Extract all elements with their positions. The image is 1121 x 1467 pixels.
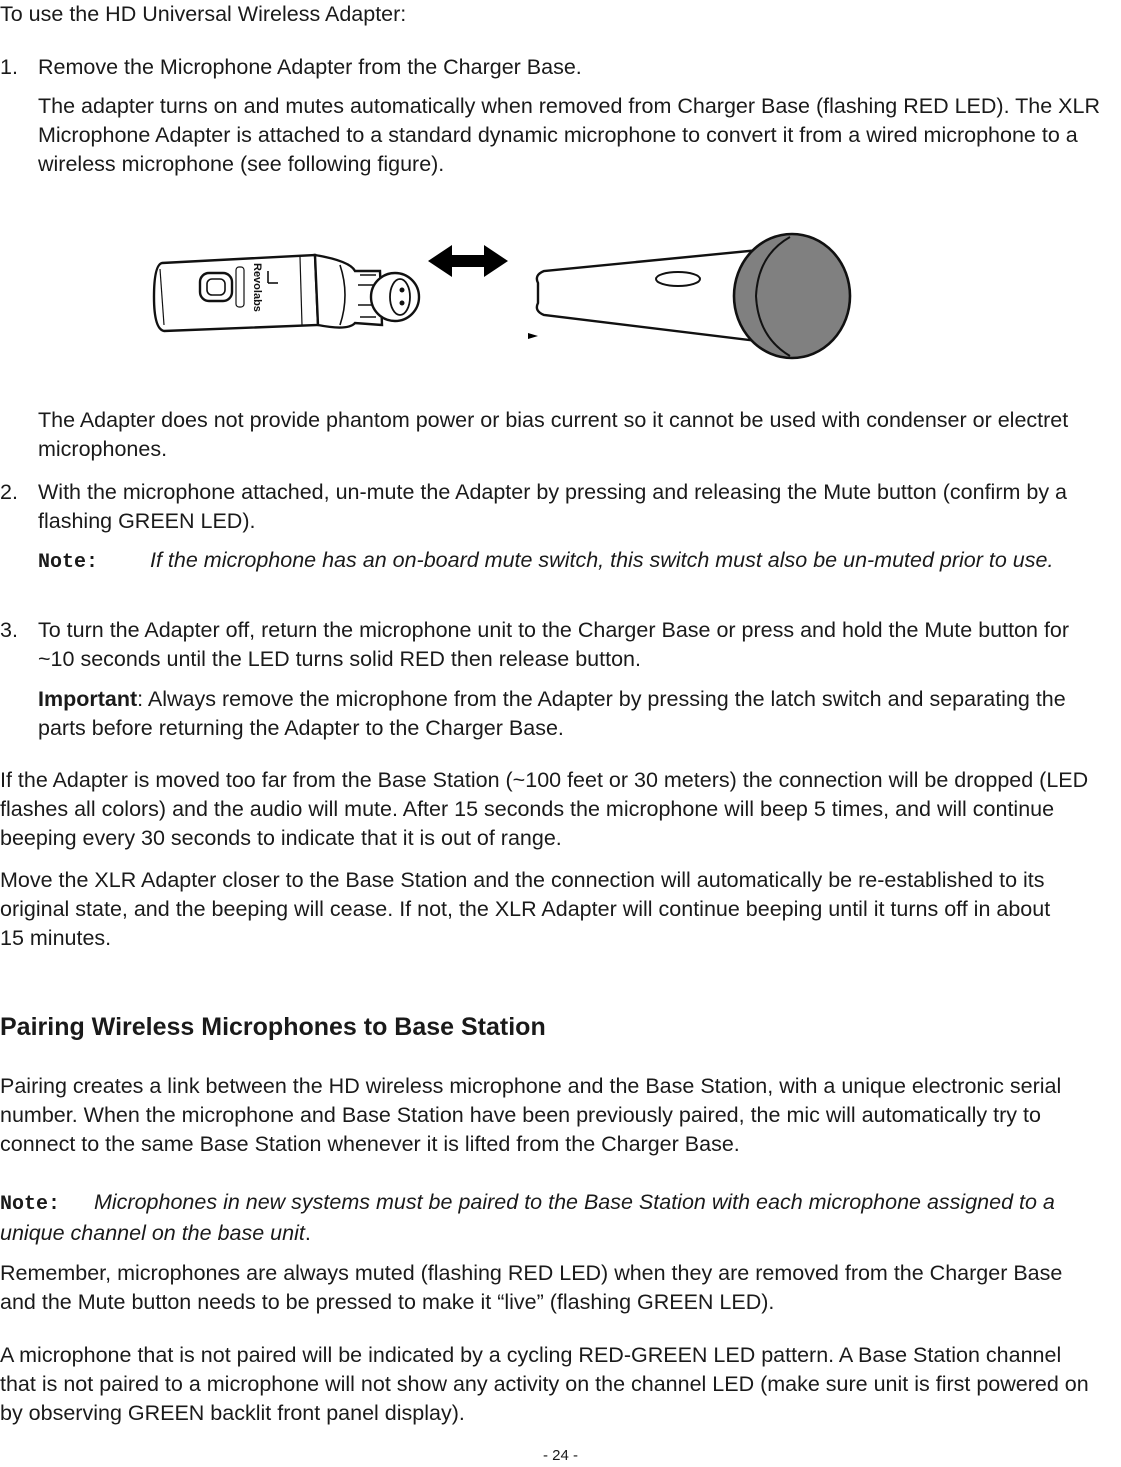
important-text: : Always remove the microphone from the Adapter by pressing the latch switch and separating the parts before returning the Adapter to the Charger Base. [38, 687, 1066, 740]
adapter-microphone-figure [150, 225, 880, 385]
step-1-number: 1. [0, 55, 18, 79]
pairing-note-period: . [304, 1221, 311, 1245]
step-1-text: Remove the Microphone Adapter from the Charger Base. [38, 55, 582, 79]
step-3-text: To turn the Adapter off, return the microphone unit to the Charger Base or press and hold the Mute button for ~10 seconds until the LED turns solid RED then release button. [38, 618, 1070, 671]
step-2-note-label: Note: [38, 551, 99, 574]
pairing-note-text: Microphones in new systems must be paired to the Base Station with each microphone assigned to a unique channel on the base unit [0, 1190, 1055, 1245]
pairing-paragraph: Pairing creates a link between the HD wireless microphone and the Base Station, with a unique electronic serial number. When the microphone and Base Station have been previously paired, the mic will automatically try to connect to the same Base Station whenever it is lifted from the Charger Base. [0, 1074, 1062, 1156]
unpaired-indicator-paragraph: A microphone that is not paired will be indicated by a cycling RED-GREEN LED pattern. A Base Station channel that is not paired to a microphone will not show any activity on the channel LED (make sure unit is first powered on by observing GREEN backlit front panel display). [0, 1343, 1089, 1425]
muted-reminder-paragraph: Remember, microphones are always muted (flashing RED LED) when they are removed from the Charger Base and the Mute button needs to be pressed to make it “live” (flashing GREEN LED). [0, 1261, 1063, 1314]
step-2-note-text: If the microphone has an on-board mute switch, this switch must also be un-muted prior to use. [150, 548, 1054, 572]
intro-text: To use the HD Universal Wireless Adapter: [0, 2, 407, 26]
adapter-brand-label: Revolabs [251, 263, 263, 312]
pairing-note-label: Note: [0, 1193, 61, 1216]
page-number: - 24 - [542, 1447, 578, 1464]
step-3-number: 3. [0, 618, 18, 642]
reconnect-paragraph: Move the XLR Adapter closer to the Base Station and the connection will automatically be re-established to its original state, and the beeping will cease. If not, the XLR Adapter will continue beeping until it turns off in about 15 minutes. [0, 868, 1051, 950]
step-2-text: With the microphone attached, un-mute the Adapter by pressing and releasing the Mute button (confirm by a flashing GREEN LED). [38, 480, 1067, 533]
important-label: Important [38, 687, 138, 711]
dynamic-microphone-illustration [528, 234, 850, 358]
step-3-important [38, 685, 1098, 743]
connect-double-arrow [428, 245, 508, 277]
out-of-range-paragraph: If the Adapter is moved too far from the Base Station (~100 feet or 30 meters) the connection will be dropped (LED flashes all colors) and the audio will mute. After 15 seconds the microphone will beep 5 times, and will continue beeping every 30 seconds to indicate that it is out of range. [0, 768, 1089, 850]
step-2-note [38, 546, 1121, 577]
step-2-number: 2. [0, 480, 18, 504]
section-title-pairing: Pairing Wireless Microphones to Base Station [0, 1013, 546, 1041]
step-1-detail: The adapter turns on and mutes automatically when removed from Charger Base (flashing RED LED). The XLR Microphone Adapter is attached to a standard dynamic microphone to convert it from a wired microphone to a wireless microphone (see following figure). [38, 94, 1100, 176]
step-1-phantom-power-note: The Adapter does not provide phantom power or bias current so it cannot be used with condenser or electret microphones. [38, 408, 1069, 461]
xlr-adapter-illustration [154, 255, 419, 331]
pairing-note [0, 1188, 1100, 1248]
